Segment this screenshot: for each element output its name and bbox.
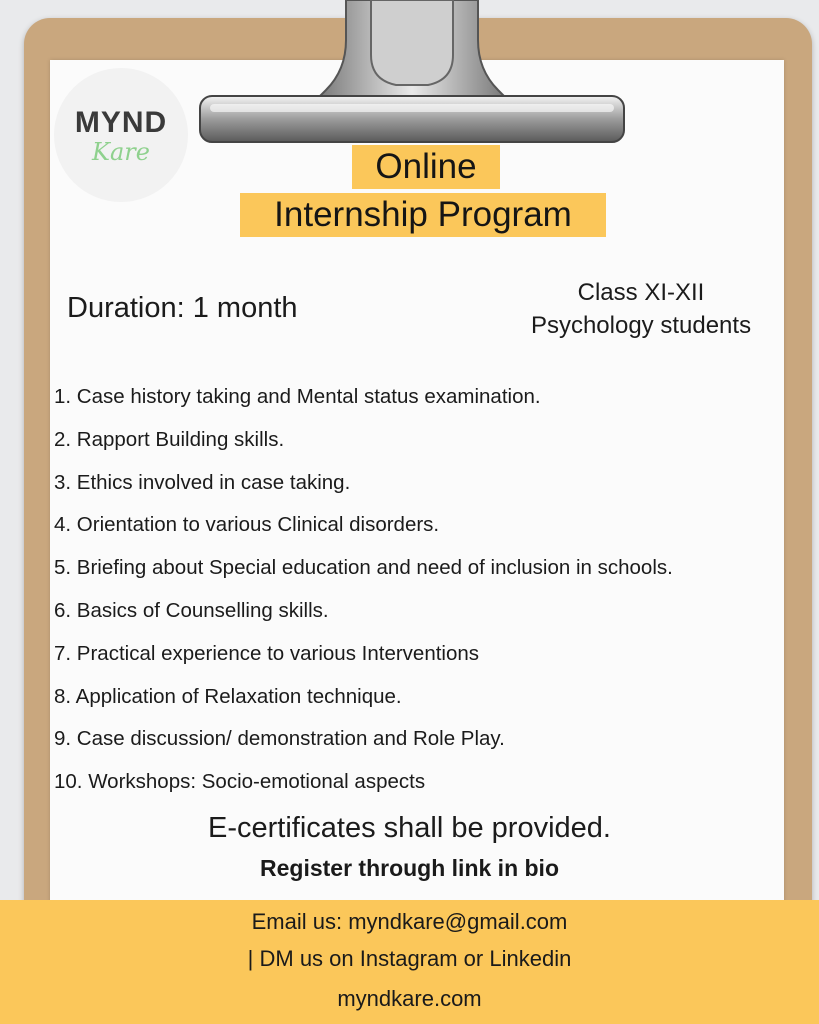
- list-item: 1. Case history taking and Mental status examination.: [54, 385, 541, 408]
- list-item: 2. Rapport Building skills.: [54, 427, 285, 451]
- register-note: Register through link in bio: [260, 855, 559, 881]
- title-line-2: Internship Program: [240, 193, 606, 237]
- list-item: 5. Briefing about Special education and need of inclusion in schools.: [54, 556, 673, 580]
- logo-wordmark: MYND: [74, 106, 168, 139]
- audience-class: Class XI-XII: [577, 279, 705, 306]
- mynd-kare-logo: [54, 68, 188, 202]
- social-dm-note: | DM us on Instagram or Linkedin: [247, 946, 572, 971]
- list-item: 4. Orientation to various Clinical disorders.: [54, 513, 440, 537]
- binder-clip-icon: [196, 0, 628, 148]
- list-item: 10. Workshops: Socio-emotional aspects: [54, 770, 426, 794]
- list-item: 8. Application of Relaxation technique.: [54, 684, 402, 708]
- list-item: 7. Practical experience to various Interventions: [54, 641, 480, 665]
- duration-text: Duration: 1 month: [67, 292, 298, 324]
- list-item: 6. Basics of Counselling skills.: [54, 598, 329, 622]
- audience-subject: Psychology students: [530, 312, 752, 339]
- email-contact: Email us: myndkare@gmail.com: [251, 909, 568, 934]
- topic-list: [54, 377, 784, 805]
- list-item: 3. Ethics involved in case taking.: [54, 470, 351, 494]
- contact-footer: [0, 900, 819, 1024]
- title-line-1: Online: [352, 145, 500, 189]
- logo-script: Kare: [92, 138, 150, 166]
- website-link[interactable]: myndkare.com: [337, 986, 482, 1011]
- audience-info: [505, 276, 777, 342]
- certificate-note: E-certificates shall be provided.: [208, 812, 611, 844]
- list-item: 9. Case discussion/ demonstration and Role Play.: [54, 727, 505, 751]
